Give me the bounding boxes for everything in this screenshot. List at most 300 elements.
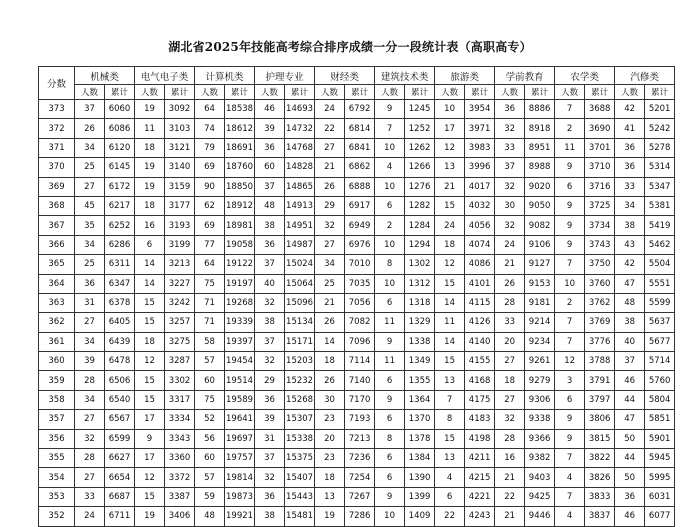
cumulative-cell: 3954: [465, 100, 495, 119]
count-cell: 42: [615, 255, 645, 274]
table-row: [39, 487, 675, 506]
count-cell: 26: [75, 119, 105, 138]
count-cell: 10: [375, 177, 405, 196]
cumulative-cell: 3788: [585, 352, 615, 371]
category-header: 建筑技术类: [375, 67, 435, 85]
cumulative-cell: 6917: [345, 196, 375, 215]
cumulative-cell: 4221: [465, 487, 495, 506]
cumulative-cell: 9234: [525, 332, 555, 351]
cumulative-cell: 3343: [165, 429, 195, 448]
count-cell: 9: [375, 487, 405, 506]
cumulative-cell: 3334: [165, 410, 195, 429]
cumulative-cell: 1294: [405, 235, 435, 254]
count-cell: 18: [315, 468, 345, 487]
count-cell: 33: [75, 487, 105, 506]
count-cell: 6: [375, 449, 405, 468]
cumulative-cell: 1329: [405, 313, 435, 332]
count-cell: 37: [495, 158, 525, 177]
cumulative-cell: 4175: [465, 390, 495, 409]
cumulative-cell: 8988: [525, 158, 555, 177]
count-cell: 34: [75, 235, 105, 254]
cumulative-cell: 5677: [645, 332, 675, 351]
count-cell: 20: [495, 332, 525, 351]
cumulative-cell: 3257: [165, 313, 195, 332]
cumulative-cell: 1355: [405, 371, 435, 390]
count-cell: 10: [375, 274, 405, 293]
cumulative-cell: 7170: [345, 390, 375, 409]
count-cell: 10: [435, 100, 465, 119]
cumulative-cell: 4198: [465, 429, 495, 448]
cumulative-cell: 3971: [465, 119, 495, 138]
cumulative-cell: 5278: [645, 138, 675, 157]
cumulative-cell: 15096: [285, 293, 315, 312]
count-cell: 32: [75, 429, 105, 448]
cumulative-cell: 1384: [405, 449, 435, 468]
cumulative-cell: 6286: [105, 235, 135, 254]
table-row: [39, 196, 675, 215]
count-cell: 17: [135, 449, 165, 468]
cumulative-cell: 6252: [105, 216, 135, 235]
cumulative-header: 累计: [105, 85, 135, 100]
table-row: [39, 429, 675, 448]
count-cell: 28: [495, 429, 525, 448]
cumulative-cell: 9425: [525, 487, 555, 506]
cumulative-cell: 3797: [585, 390, 615, 409]
count-cell: 58: [195, 332, 225, 351]
count-header: 人数: [435, 85, 465, 100]
cumulative-cell: 18850: [225, 177, 255, 196]
cumulative-cell: 7286: [345, 507, 375, 526]
count-cell: 40: [615, 332, 645, 351]
cumulative-cell: 4243: [465, 507, 495, 526]
category-header: 农学类: [555, 67, 615, 85]
count-cell: 9: [135, 429, 165, 448]
cumulative-cell: 5760: [645, 371, 675, 390]
count-cell: 27: [495, 390, 525, 409]
cumulative-cell: 6976: [345, 235, 375, 254]
count-cell: 27: [75, 468, 105, 487]
count-cell: 71: [195, 293, 225, 312]
count-header: 人数: [555, 85, 585, 100]
cumulative-cell: 3769: [585, 313, 615, 332]
cumulative-cell: 1349: [405, 352, 435, 371]
cumulative-cell: 5201: [645, 100, 675, 119]
cumulative-cell: 15171: [285, 332, 315, 351]
count-cell: 36: [255, 390, 285, 409]
cumulative-cell: 5242: [645, 119, 675, 138]
count-cell: 23: [315, 410, 345, 429]
count-cell: 22: [315, 119, 345, 138]
count-cell: 7: [555, 100, 585, 119]
cumulative-cell: 5504: [645, 255, 675, 274]
cumulative-cell: 3815: [585, 429, 615, 448]
count-cell: 2: [375, 216, 405, 235]
table-row: [39, 507, 675, 526]
cumulative-cell: 3701: [585, 138, 615, 157]
cumulative-cell: 3213: [165, 255, 195, 274]
count-cell: 27: [495, 352, 525, 371]
score-distribution-table: [38, 66, 675, 527]
count-cell: 21: [315, 158, 345, 177]
count-cell: 36: [75, 274, 105, 293]
cumulative-cell: 7096: [345, 332, 375, 351]
count-cell: 12: [135, 352, 165, 371]
table-row: [39, 410, 675, 429]
count-cell: 33: [495, 313, 525, 332]
count-cell: 7: [555, 255, 585, 274]
cumulative-cell: 3791: [585, 371, 615, 390]
cumulative-cell: 15481: [285, 507, 315, 526]
count-cell: 39: [75, 352, 105, 371]
count-cell: 17: [435, 119, 465, 138]
score-cell: 359: [39, 371, 75, 390]
cumulative-cell: 1390: [405, 468, 435, 487]
count-cell: 75: [195, 390, 225, 409]
cumulative-cell: 18981: [225, 216, 255, 235]
table-row: [39, 274, 675, 293]
cumulative-cell: 9020: [525, 177, 555, 196]
table-row: [39, 449, 675, 468]
cumulative-cell: 5945: [645, 449, 675, 468]
count-cell: 19: [135, 507, 165, 526]
cumulative-cell: 15203: [285, 352, 315, 371]
count-cell: 31: [255, 429, 285, 448]
cumulative-cell: 7254: [345, 468, 375, 487]
cumulative-cell: 1378: [405, 429, 435, 448]
table-body: [39, 100, 675, 527]
cumulative-header: 累计: [285, 85, 315, 100]
count-cell: 48: [255, 196, 285, 215]
count-cell: 15: [135, 487, 165, 506]
cumulative-cell: 4115: [465, 293, 495, 312]
count-cell: 11: [135, 119, 165, 138]
count-cell: 27: [75, 177, 105, 196]
count-cell: 41: [615, 119, 645, 138]
count-cell: 19: [135, 158, 165, 177]
count-cell: 37: [255, 332, 285, 351]
count-cell: 9: [375, 100, 405, 119]
count-cell: 36: [495, 100, 525, 119]
count-cell: 71: [195, 313, 225, 332]
cumulative-cell: 3716: [585, 177, 615, 196]
count-cell: 21: [315, 293, 345, 312]
count-cell: 24: [495, 235, 525, 254]
cumulative-cell: 3103: [165, 119, 195, 138]
count-cell: 27: [75, 313, 105, 332]
count-cell: 43: [615, 235, 645, 254]
cumulative-cell: 5314: [645, 158, 675, 177]
score-cell: 368: [39, 196, 75, 215]
count-cell: 9: [555, 235, 585, 254]
count-cell: 4: [555, 507, 585, 526]
cumulative-cell: 6711: [105, 507, 135, 526]
count-cell: 18: [495, 371, 525, 390]
count-cell: 12: [555, 352, 585, 371]
count-cell: 7: [555, 487, 585, 506]
count-cell: 56: [195, 429, 225, 448]
count-cell: 27: [315, 138, 345, 157]
count-cell: 37: [255, 177, 285, 196]
cumulative-cell: 3387: [165, 487, 195, 506]
cumulative-cell: 19873: [225, 487, 255, 506]
cumulative-cell: 19814: [225, 468, 255, 487]
cumulative-cell: 7193: [345, 410, 375, 429]
table-row: [39, 371, 675, 390]
count-cell: 27: [75, 410, 105, 429]
count-cell: 35: [75, 216, 105, 235]
table-row: [39, 352, 675, 371]
count-cell: 30: [495, 196, 525, 215]
cumulative-cell: 4215: [465, 468, 495, 487]
count-header: 人数: [495, 85, 525, 100]
count-cell: 6: [555, 390, 585, 409]
cumulative-cell: 7010: [345, 255, 375, 274]
cumulative-cell: 6120: [105, 138, 135, 157]
count-cell: 29: [315, 196, 345, 215]
count-cell: 26: [495, 274, 525, 293]
category-header: 财经类: [315, 67, 375, 85]
count-cell: 16: [135, 216, 165, 235]
count-cell: 37: [75, 100, 105, 119]
cumulative-cell: 6792: [345, 100, 375, 119]
count-cell: 9: [555, 196, 585, 215]
cumulative-cell: 3177: [165, 196, 195, 215]
cumulative-cell: 19514: [225, 371, 255, 390]
cumulative-cell: 3092: [165, 100, 195, 119]
count-header: 人数: [315, 85, 345, 100]
page-title: 湖北省2025年技能高考综合排序成绩一分一段统计表（高职高专）: [168, 40, 532, 54]
cumulative-cell: 3317: [165, 390, 195, 409]
count-cell: 32: [315, 216, 345, 235]
score-cell: 370: [39, 158, 75, 177]
cumulative-cell: 6862: [345, 158, 375, 177]
cumulative-cell: 15375: [285, 449, 315, 468]
cumulative-cell: 6949: [345, 216, 375, 235]
table-row: [39, 158, 675, 177]
count-cell: 9: [555, 158, 585, 177]
score-cell: 363: [39, 293, 75, 312]
count-cell: 38: [615, 216, 645, 235]
cumulative-cell: 18691: [225, 138, 255, 157]
cumulative-cell: 1370: [405, 410, 435, 429]
cumulative-header: 累计: [405, 85, 435, 100]
cumulative-cell: 6478: [105, 352, 135, 371]
cumulative-cell: 3193: [165, 216, 195, 235]
count-cell: 10: [375, 507, 405, 526]
count-cell: 12: [135, 468, 165, 487]
cumulative-cell: 3688: [585, 100, 615, 119]
cumulative-cell: 3750: [585, 255, 615, 274]
cumulative-cell: 15307: [285, 410, 315, 429]
count-cell: 8: [375, 255, 405, 274]
score-cell: 365: [39, 255, 75, 274]
cumulative-cell: 7035: [345, 274, 375, 293]
cumulative-cell: 3996: [465, 158, 495, 177]
cumulative-cell: 6077: [645, 507, 675, 526]
cumulative-cell: 18912: [225, 196, 255, 215]
cumulative-cell: 14768: [285, 138, 315, 157]
table-row: [39, 390, 675, 409]
count-cell: 2: [555, 119, 585, 138]
cumulative-cell: 15024: [285, 255, 315, 274]
count-cell: 14: [135, 255, 165, 274]
count-cell: 32: [495, 177, 525, 196]
count-cell: 90: [195, 177, 225, 196]
count-cell: 14: [135, 274, 165, 293]
cumulative-cell: 3242: [165, 293, 195, 312]
count-cell: 79: [195, 138, 225, 157]
count-cell: 11: [435, 313, 465, 332]
cumulative-cell: 7267: [345, 487, 375, 506]
count-cell: 48: [195, 507, 225, 526]
count-cell: 27: [315, 235, 345, 254]
cumulative-cell: 5714: [645, 352, 675, 371]
cumulative-cell: 8886: [525, 100, 555, 119]
table-row: [39, 255, 675, 274]
count-cell: 7: [555, 449, 585, 468]
cumulative-cell: 3760: [585, 274, 615, 293]
cumulative-cell: 9338: [525, 410, 555, 429]
cumulative-cell: 1364: [405, 390, 435, 409]
count-cell: 75: [195, 274, 225, 293]
count-cell: 15: [135, 390, 165, 409]
count-cell: 18: [135, 138, 165, 157]
count-cell: 31: [75, 293, 105, 312]
count-cell: 59: [195, 487, 225, 506]
count-cell: 24: [315, 100, 345, 119]
cumulative-cell: 3983: [465, 138, 495, 157]
count-cell: 32: [255, 468, 285, 487]
count-cell: 36: [255, 138, 285, 157]
count-cell: 69: [195, 216, 225, 235]
cumulative-cell: 19757: [225, 449, 255, 468]
count-cell: 28: [495, 293, 525, 312]
category-header: 电气电子类: [135, 67, 195, 85]
score-cell: 364: [39, 274, 75, 293]
cumulative-cell: 4155: [465, 352, 495, 371]
cumulative-cell: 5851: [645, 410, 675, 429]
count-cell: 11: [375, 313, 405, 332]
count-cell: 37: [255, 449, 285, 468]
count-cell: 13: [435, 158, 465, 177]
cumulative-cell: 6347: [105, 274, 135, 293]
cumulative-cell: 14951: [285, 216, 315, 235]
table-row: [39, 177, 675, 196]
count-cell: 60: [255, 158, 285, 177]
category-header: 旅游类: [435, 67, 495, 85]
count-cell: 15: [135, 371, 165, 390]
count-cell: 60: [195, 449, 225, 468]
count-cell: 34: [75, 390, 105, 409]
cumulative-cell: 15134: [285, 313, 315, 332]
count-header: 人数: [615, 85, 645, 100]
table-row: [39, 216, 675, 235]
cumulative-cell: 1399: [405, 487, 435, 506]
count-cell: 36: [615, 158, 645, 177]
count-cell: 50: [615, 429, 645, 448]
score-cell: 371: [39, 138, 75, 157]
cumulative-cell: 3762: [585, 293, 615, 312]
cumulative-cell: 1318: [405, 293, 435, 312]
count-cell: 24: [75, 507, 105, 526]
cumulative-cell: 6814: [345, 119, 375, 138]
cumulative-cell: 1276: [405, 177, 435, 196]
cumulative-header: 累计: [345, 85, 375, 100]
score-cell: 361: [39, 332, 75, 351]
count-cell: 3: [555, 371, 585, 390]
subheader-row: [39, 85, 675, 100]
cumulative-cell: 6439: [105, 332, 135, 351]
category-header-row: [39, 67, 675, 85]
cumulative-cell: 1262: [405, 138, 435, 157]
cumulative-cell: 3725: [585, 196, 615, 215]
cumulative-cell: 3302: [165, 371, 195, 390]
cumulative-cell: 6378: [105, 293, 135, 312]
count-cell: 29: [255, 371, 285, 390]
cumulative-cell: 19197: [225, 274, 255, 293]
count-cell: 57: [195, 352, 225, 371]
count-cell: 14: [435, 332, 465, 351]
cumulative-cell: 5804: [645, 390, 675, 409]
cumulative-cell: 19697: [225, 429, 255, 448]
cumulative-cell: 4126: [465, 313, 495, 332]
count-cell: 39: [255, 119, 285, 138]
count-cell: 33: [495, 138, 525, 157]
cumulative-cell: 6540: [105, 390, 135, 409]
count-cell: 47: [615, 274, 645, 293]
cumulative-cell: 19397: [225, 332, 255, 351]
count-cell: 47: [615, 410, 645, 429]
cumulative-cell: 19339: [225, 313, 255, 332]
cumulative-header: 累计: [225, 85, 255, 100]
count-cell: 19: [315, 507, 345, 526]
score-cell: 352: [39, 507, 75, 526]
cumulative-cell: 3710: [585, 158, 615, 177]
cumulative-cell: 4074: [465, 235, 495, 254]
count-header: 人数: [75, 85, 105, 100]
cumulative-cell: 18538: [225, 100, 255, 119]
cumulative-cell: 9279: [525, 371, 555, 390]
cumulative-cell: 9214: [525, 313, 555, 332]
cumulative-cell: 3360: [165, 449, 195, 468]
cumulative-cell: 8951: [525, 138, 555, 157]
cumulative-cell: 6060: [105, 100, 135, 119]
count-cell: 24: [435, 216, 465, 235]
count-cell: 36: [615, 138, 645, 157]
count-cell: 15: [135, 313, 165, 332]
cumulative-cell: 9153: [525, 274, 555, 293]
cumulative-cell: 6086: [105, 119, 135, 138]
count-cell: 36: [255, 487, 285, 506]
cumulative-cell: 14828: [285, 158, 315, 177]
cumulative-cell: 14913: [285, 196, 315, 215]
cumulative-cell: 9403: [525, 468, 555, 487]
count-cell: 28: [75, 449, 105, 468]
cumulative-cell: 9306: [525, 390, 555, 409]
count-cell: 22: [435, 507, 465, 526]
count-cell: 38: [615, 313, 645, 332]
count-cell: 6: [555, 177, 585, 196]
count-cell: 10: [375, 138, 405, 157]
count-cell: 17: [135, 410, 165, 429]
count-cell: 15: [435, 274, 465, 293]
cumulative-cell: 14987: [285, 235, 315, 254]
cumulative-cell: 5901: [645, 429, 675, 448]
cumulative-cell: 9082: [525, 216, 555, 235]
cumulative-cell: 4140: [465, 332, 495, 351]
count-cell: 21: [495, 507, 525, 526]
category-header: 计算机类: [195, 67, 255, 85]
